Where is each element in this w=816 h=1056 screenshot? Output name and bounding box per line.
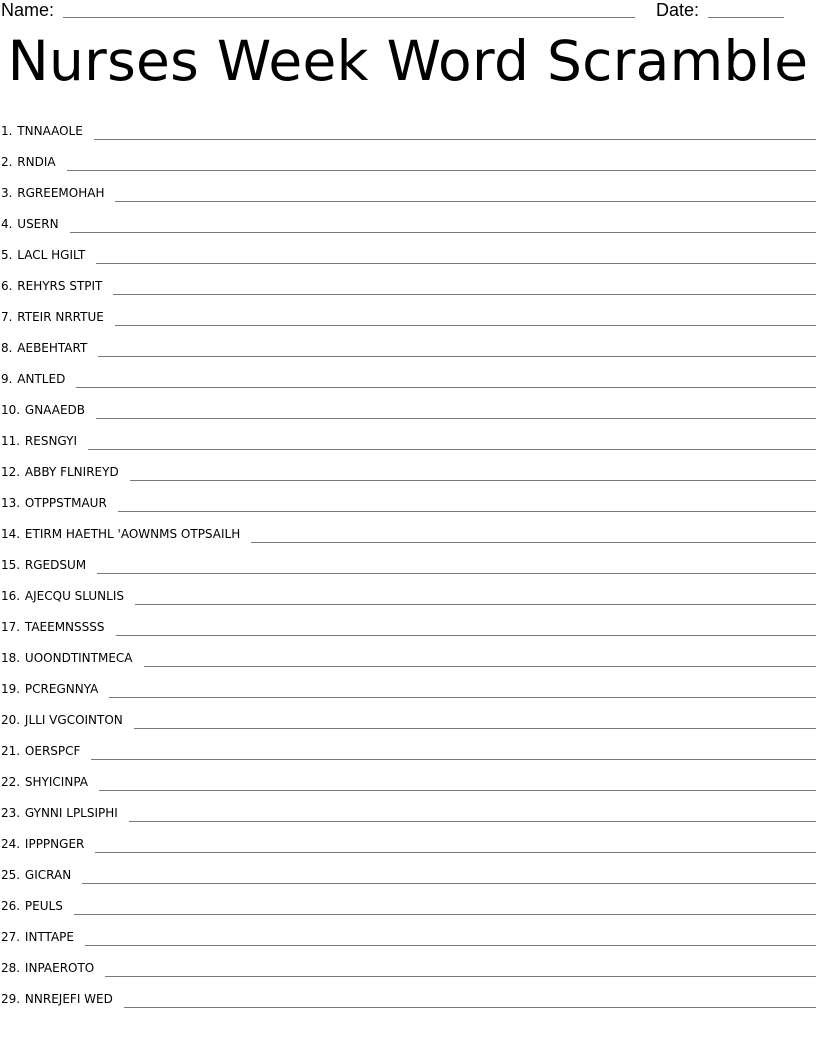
scrambled-word: JLLI VGCOINTON bbox=[24, 713, 123, 727]
scramble-item bbox=[0, 917, 816, 948]
scrambled-word: INTTAPE bbox=[24, 930, 74, 944]
scrambled-word: UOONDTINTMECA bbox=[24, 651, 133, 665]
scramble-item bbox=[0, 235, 816, 266]
item-number: 23. bbox=[1, 806, 21, 820]
scramble-item bbox=[0, 421, 816, 452]
scrambled-word: RGEDSUM bbox=[24, 558, 87, 572]
scramble-item bbox=[0, 111, 816, 142]
scrambled-word: RGREEMOHAH bbox=[17, 186, 105, 200]
scramble-list bbox=[0, 111, 816, 1010]
answer-line[interactable] bbox=[118, 511, 816, 512]
item-number: 11. bbox=[1, 434, 21, 448]
scrambled-word: RNDIA bbox=[17, 155, 56, 169]
answer-line[interactable] bbox=[116, 635, 816, 636]
answer-line[interactable] bbox=[82, 883, 816, 884]
answer-line[interactable] bbox=[109, 697, 816, 698]
scrambled-word: IPPPNGER bbox=[24, 837, 85, 851]
answer-line[interactable] bbox=[67, 170, 816, 171]
scrambled-word: PEULS bbox=[24, 899, 63, 913]
answer-line[interactable] bbox=[91, 759, 816, 760]
date-label: Date: bbox=[656, 0, 700, 20]
answer-line[interactable] bbox=[115, 201, 816, 202]
answer-line[interactable] bbox=[113, 294, 816, 295]
answer-line[interactable] bbox=[124, 1007, 816, 1008]
scramble-item bbox=[0, 204, 816, 235]
scramble-item bbox=[0, 142, 816, 173]
scramble-item bbox=[0, 173, 816, 204]
scrambled-word: LACL HGILT bbox=[17, 248, 86, 262]
scramble-item bbox=[0, 700, 816, 731]
answer-line[interactable] bbox=[70, 232, 816, 233]
scramble-item bbox=[0, 576, 816, 607]
scrambled-word: REHYRS STPIT bbox=[17, 279, 103, 293]
scramble-item bbox=[0, 514, 816, 545]
scramble-item bbox=[0, 297, 816, 328]
name-label: Name: bbox=[1, 0, 55, 20]
scramble-item bbox=[0, 607, 816, 638]
item-number: 12. bbox=[1, 465, 21, 479]
answer-line[interactable] bbox=[85, 945, 816, 946]
item-number: 13. bbox=[1, 496, 21, 510]
answer-line[interactable] bbox=[115, 325, 816, 326]
item-number: 28. bbox=[1, 961, 21, 975]
scramble-item bbox=[0, 824, 816, 855]
page-title: Nurses Week Word Scramble bbox=[7, 29, 809, 93]
item-number: 26. bbox=[1, 899, 21, 913]
item-number: 29. bbox=[1, 992, 21, 1006]
answer-line[interactable] bbox=[105, 976, 816, 977]
scrambled-word: OTPPSTMAUR bbox=[24, 496, 107, 510]
scramble-item bbox=[0, 483, 816, 514]
answer-line[interactable] bbox=[97, 573, 816, 574]
scrambled-word: GNAAEDB bbox=[24, 403, 86, 417]
answer-line[interactable] bbox=[99, 790, 816, 791]
item-number: 20. bbox=[1, 713, 21, 727]
scramble-item bbox=[0, 328, 816, 359]
scrambled-word: GICRAN bbox=[24, 868, 72, 882]
item-number: 10. bbox=[1, 403, 21, 417]
scramble-item bbox=[0, 762, 816, 793]
answer-line[interactable] bbox=[74, 914, 816, 915]
answer-line[interactable] bbox=[144, 666, 816, 667]
scramble-item bbox=[0, 948, 816, 979]
scrambled-word: AEBEHTART bbox=[17, 341, 88, 355]
item-number: 15. bbox=[1, 558, 21, 572]
answer-line[interactable] bbox=[76, 387, 816, 388]
item-number: 8. bbox=[1, 341, 13, 355]
scramble-item bbox=[0, 979, 816, 1010]
scramble-item bbox=[0, 452, 816, 483]
scrambled-word: TAEEMNSSSS bbox=[24, 620, 105, 634]
scrambled-word: RESNGYI bbox=[24, 434, 78, 448]
worksheet-header bbox=[0, 0, 816, 24]
item-number: 7. bbox=[1, 310, 13, 324]
answer-line[interactable] bbox=[134, 728, 816, 729]
item-number: 16. bbox=[1, 589, 21, 603]
item-number: 18. bbox=[1, 651, 21, 665]
item-number: 24. bbox=[1, 837, 21, 851]
scrambled-word: OERSPCF bbox=[24, 744, 81, 758]
answer-line[interactable] bbox=[96, 418, 816, 419]
item-number: 21. bbox=[1, 744, 21, 758]
scramble-item bbox=[0, 669, 816, 700]
scramble-item bbox=[0, 855, 816, 886]
name-write-line[interactable] bbox=[63, 17, 635, 18]
item-number: 9. bbox=[1, 372, 13, 386]
scramble-item bbox=[0, 886, 816, 917]
scramble-item bbox=[0, 545, 816, 576]
scrambled-word: USERN bbox=[17, 217, 59, 231]
item-number: 6. bbox=[1, 279, 13, 293]
answer-line[interactable] bbox=[94, 139, 816, 140]
scramble-item bbox=[0, 390, 816, 421]
date-write-line[interactable] bbox=[708, 17, 784, 18]
scrambled-word: ANTLED bbox=[17, 372, 66, 386]
answer-line[interactable] bbox=[135, 604, 816, 605]
scrambled-word: NNREJEFI WED bbox=[24, 992, 113, 1006]
scramble-item bbox=[0, 638, 816, 669]
answer-line[interactable] bbox=[96, 263, 816, 264]
answer-line[interactable] bbox=[251, 542, 816, 543]
item-number: 25. bbox=[1, 868, 21, 882]
item-number: 17. bbox=[1, 620, 21, 634]
item-number: 2. bbox=[1, 155, 13, 169]
scrambled-word: INPAEROTO bbox=[24, 961, 95, 975]
scrambled-word: TNNAAOLE bbox=[17, 124, 83, 138]
scramble-item bbox=[0, 793, 816, 824]
item-number: 4. bbox=[1, 217, 13, 231]
answer-line[interactable] bbox=[95, 852, 816, 853]
item-number: 22. bbox=[1, 775, 21, 789]
scrambled-word: PCREGNNYA bbox=[24, 682, 99, 696]
item-number: 19. bbox=[1, 682, 21, 696]
answer-line[interactable] bbox=[98, 356, 816, 357]
item-number: 5. bbox=[1, 248, 13, 262]
scramble-item bbox=[0, 266, 816, 297]
answer-line[interactable] bbox=[129, 821, 816, 822]
scrambled-word: SHYICINPA bbox=[24, 775, 89, 789]
answer-line[interactable] bbox=[130, 480, 816, 481]
answer-line[interactable] bbox=[88, 449, 816, 450]
scrambled-word: ETIRM HAETHL 'AOWNMS OTPSAILH bbox=[24, 527, 241, 541]
scramble-item bbox=[0, 359, 816, 390]
scrambled-word: GYNNI LPLSIPHI bbox=[24, 806, 118, 820]
item-number: 27. bbox=[1, 930, 21, 944]
scrambled-word: ABBY FLNIREYD bbox=[24, 465, 119, 479]
scramble-item bbox=[0, 731, 816, 762]
item-number: 14. bbox=[1, 527, 21, 541]
item-number: 1. bbox=[1, 124, 13, 138]
scrambled-word: RTEIR NRRTUE bbox=[17, 310, 104, 324]
scrambled-word: AJECQU SLUNLIS bbox=[24, 589, 124, 603]
item-number: 3. bbox=[1, 186, 13, 200]
